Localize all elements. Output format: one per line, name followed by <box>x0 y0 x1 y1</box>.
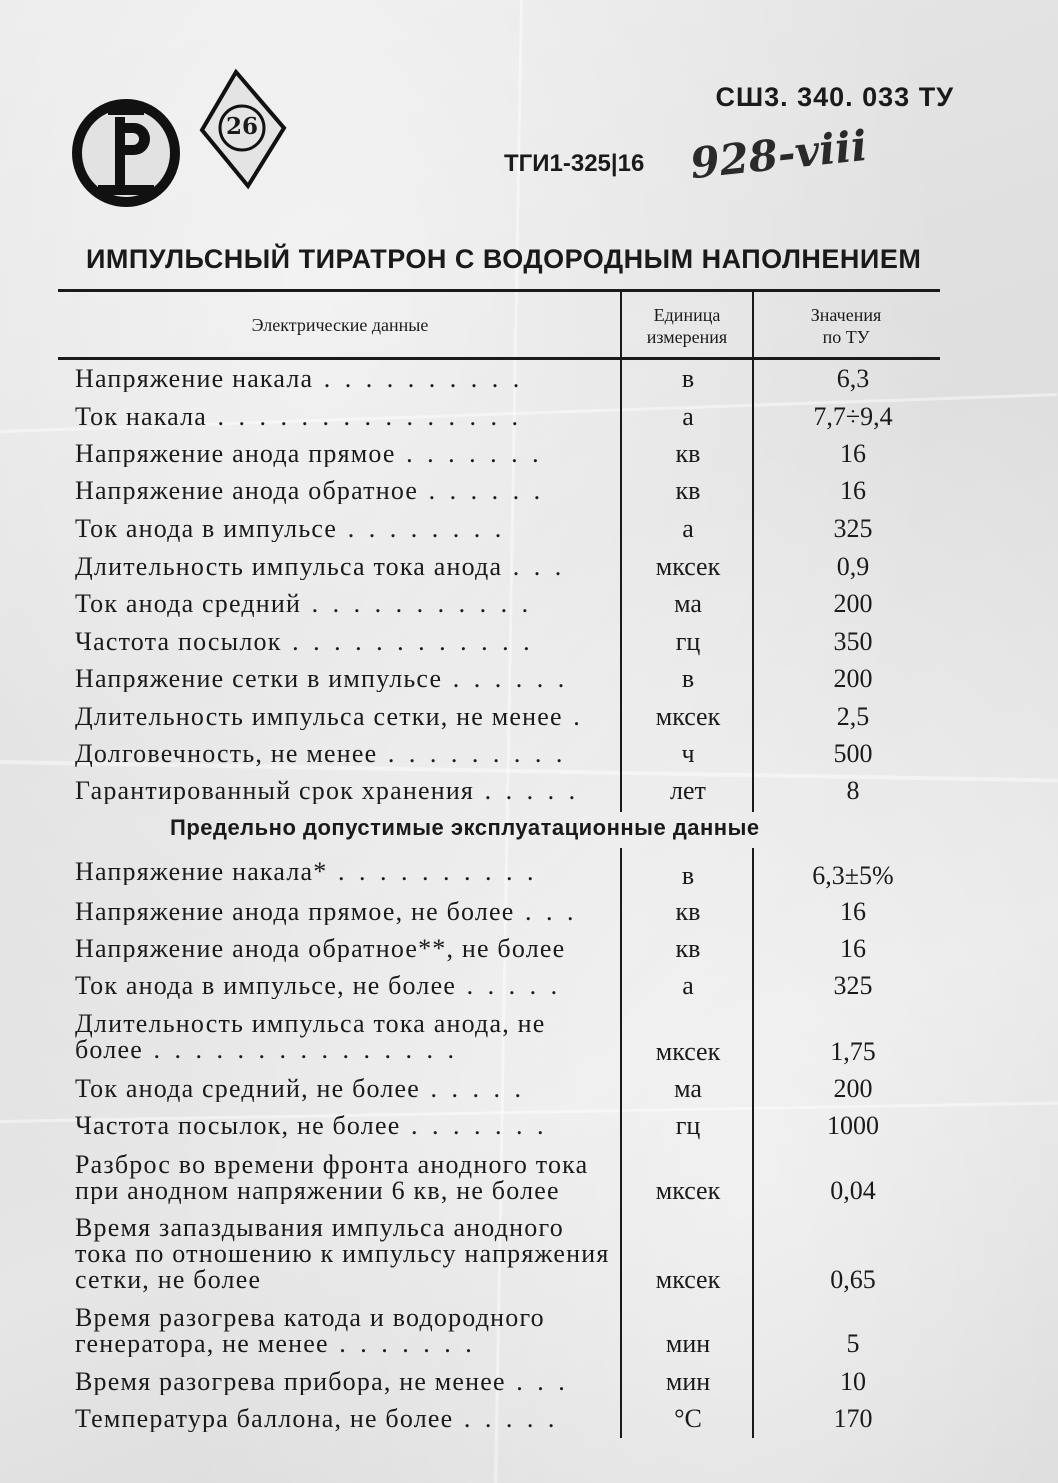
quality-mark-logo <box>68 95 184 211</box>
spec-code: СШ3. 340. 033 ТУ <box>715 82 954 112</box>
column-header-value: Значения по ТУ <box>810 305 882 347</box>
table-header-rule <box>58 357 940 360</box>
table-top-rule <box>58 289 940 292</box>
handwritten-note: 928-viii <box>687 120 870 189</box>
unit-column-divider-lower <box>620 848 622 1438</box>
document-page: 26 СШ3. 340. 033 ТУ ТГИ1-325|16 928-viii ИМПУЛЬСНЫЙ ТИРАТРОН С ВОДОРОДНЫМ НАПОЛНЕНИЕМ Электрические данные Единица измерения Значения по ТУ Напряжение накала . . . . . . . . . . в 6,3 Ток накала . . . . . . . . . . . . . . . а 7,7÷9,4 Напряжение анода прямое . . . . . . . кв 16 Напряжение анода обратное . . . . . . кв 16 Ток анода в импульсе . . . . . . . . а 325 Длительность импульса тока анода . . . мксек 0,9 Ток анода средний . . . . . . . . . . . ма 200 Частота посылок . . . . . . . . . . . . гц 350 Напряжение сетки в импульсе . . . . . . в 200 Длительность импульса сетки, не менее . мксек 2,5 Долговечность, не менее . . . . . . . . . ч 500 Гарантированный срок хранения . . . . . лет 8 Предельно допустимые эксплуатационные данные Напряжение накала* . . . . . . . . . . в 6,3±5% Напряжение анода прямое, не более . . . кв 16 Напряжение анода обратное**, не более кв 16 Ток анода в импульсе, не более . . . . . а 325 Длительность импульса тока анода, не более . . . . . . . . . . . . . . . мксек 1,75 Ток анода средний, не более . . . . . ма 200 Частота посылок, не более . . . . . . . гц 1000 Разброс во времени фронта анодного тока при анодном напряжении 6 кв, не более мксек 0,04 Время запаздывания импульса анодного тока по отношению к импульсу напряжения сетки, не более мксек 0,65 Время разогрева катода и водородного генератора, не менее . . . . . . . мин 5 Время разогрева прибора, не менее . . . мин 10 Температура баллона, не более . . . . . °С 170 <box>0 0 1058 1483</box>
document-title: ИМПУЛЬСНЫЙ ТИРАТРОН С ВОДОРОДНЫМ НАПОЛНЕНИЕМ <box>86 244 922 274</box>
device-model: ТГИ1-325|16 <box>504 150 645 177</box>
column-header-unit: Единица измерения <box>646 305 728 347</box>
diamond-badge-number: 26 <box>225 113 258 140</box>
limits-section-heading: Предельно допустимые эксплуатационные данные <box>170 815 760 840</box>
column-header-parameter: Электрические данные <box>251 315 429 335</box>
unit-column-divider <box>620 292 622 812</box>
